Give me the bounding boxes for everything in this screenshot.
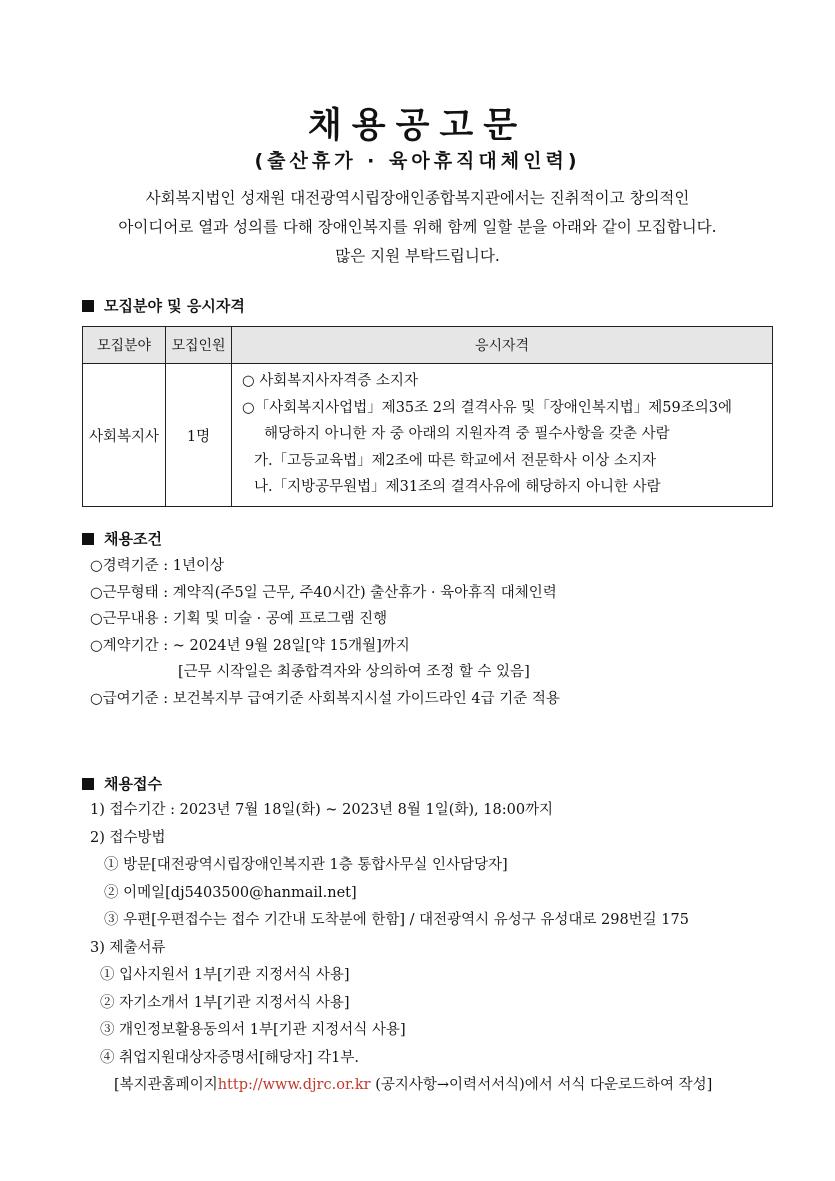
document-item: ④ 취업지원대상자증명서[해당자] 각1부. — [100, 1049, 359, 1066]
cell-field: 사회복지사 — [83, 364, 166, 507]
method-item: ① 방문[대전광역시립장애인복지관 1층 통합사무실 인사담당자] — [104, 857, 508, 873]
intro-paragraph — [60, 184, 775, 271]
section-heading-text: 채용조건 — [104, 530, 162, 548]
method-item: ③ 우편[우편접수는 접수 기간내 도착분에 한함] / 대전광역시 유성구 유성대로 298번길 175 — [104, 912, 689, 928]
table-row — [83, 364, 773, 507]
application-line: 3) 제출서류 — [90, 939, 166, 956]
condition-line: ○근무내용 : 기획 및 미술 · 공예 프로그램 진행 — [90, 611, 388, 627]
intro-line: 사회복지법인 성재원 대전광역시립장애인종합복지관에서는 진취적이고 창의적인 — [145, 189, 690, 207]
header-field: 모집분야 — [83, 327, 166, 364]
qualification-line: 가.「고등교육법」제2조에 따른 학교에서 전문학사 이상 소지자 — [254, 452, 657, 469]
condition-note: [근무 시작일은 최종합격자와 상의하여 조정 할 수 있음] — [178, 664, 530, 680]
document-item: ① 입사지원서 1부[기관 지정서식 사용] — [100, 967, 350, 983]
application-list — [90, 797, 712, 1100]
section-heading-conditions — [82, 528, 162, 549]
download-prefix: [복지관홈페이지 — [114, 1077, 218, 1093]
condition-line: ○근무형태 : 계약직(주5일 근무, 주40시간) 출산휴가 · 육아휴직 대체인력 — [90, 584, 557, 601]
condition-line: ○계약기간 : ~ 2024년 9월 28일[약 15개월]까지 — [90, 637, 410, 654]
document-item: ③ 개인정보활용동의서 1부[기관 지정서식 사용] — [100, 1022, 406, 1038]
recruitment-table — [82, 326, 773, 507]
qualification-line: ○「사회복지사업법」제35조 2의 결격사유 및「장애인복지법」제59조의3에 — [242, 399, 733, 416]
intro-line: 아이디어로 열과 성의를 다해 장애인복지를 위해 함께 일할 분을 아래와 같이 모집합니다. — [118, 218, 717, 236]
application-line: 2) 접수방법 — [90, 829, 166, 846]
document-subtitle: (출산휴가 · 육아휴직대체인력) — [254, 150, 581, 172]
cell-count: 1명 — [166, 364, 232, 507]
qualification-line: 나.「지방공무원법」제31조의 결격사유에 해당하지 아니한 사람 — [254, 479, 661, 495]
cell-qualifications — [232, 364, 773, 507]
section-heading-recruitment — [82, 295, 245, 316]
conditions-list — [90, 553, 560, 712]
intro-line: 많은 지원 부탁드립니다. — [335, 247, 500, 265]
homepage-link[interactable]: http://www.djrc.or.kr — [217, 1077, 371, 1093]
section-heading-application — [82, 773, 162, 794]
method-item: ② 이메일[dj5403500@hanmail.net] — [104, 884, 357, 901]
condition-line: ○경력기준 : 1년이상 — [90, 558, 225, 574]
condition-line: ○급여기준 : 보건복지부 급여기준 사회복지시설 가이드라인 4급 기준 적용 — [90, 690, 560, 707]
header-qualification: 응시자격 — [232, 327, 773, 364]
section-heading-text: 모집분야 및 응시자격 — [104, 297, 245, 315]
square-bullet-icon — [82, 778, 94, 790]
header-count: 모집인원 — [166, 327, 232, 364]
application-line: 1) 접수기간 : 2023년 7월 18일(화) ~ 2023년 8월 1일(화), 18:00까지 — [90, 802, 554, 818]
document-item: ② 자기소개서 1부[기관 지정서식 사용] — [100, 994, 350, 1011]
qualification-line: 해당하지 아니한 자 중 아래의 지원자격 중 필수사항을 갖춘 사람 — [264, 426, 670, 442]
table-header-row — [83, 327, 773, 364]
download-note — [90, 1072, 712, 1100]
qualification-line: ○ 사회복지사자격증 소지자 — [242, 373, 418, 389]
download-suffix: (공지사항→이력서서식)에서 서식 다운로드하여 작성] — [370, 1077, 713, 1093]
document-title: 채용공고문 — [307, 106, 528, 146]
square-bullet-icon — [82, 533, 94, 545]
section-heading-text: 채용접수 — [104, 775, 162, 793]
square-bullet-icon — [82, 300, 94, 312]
